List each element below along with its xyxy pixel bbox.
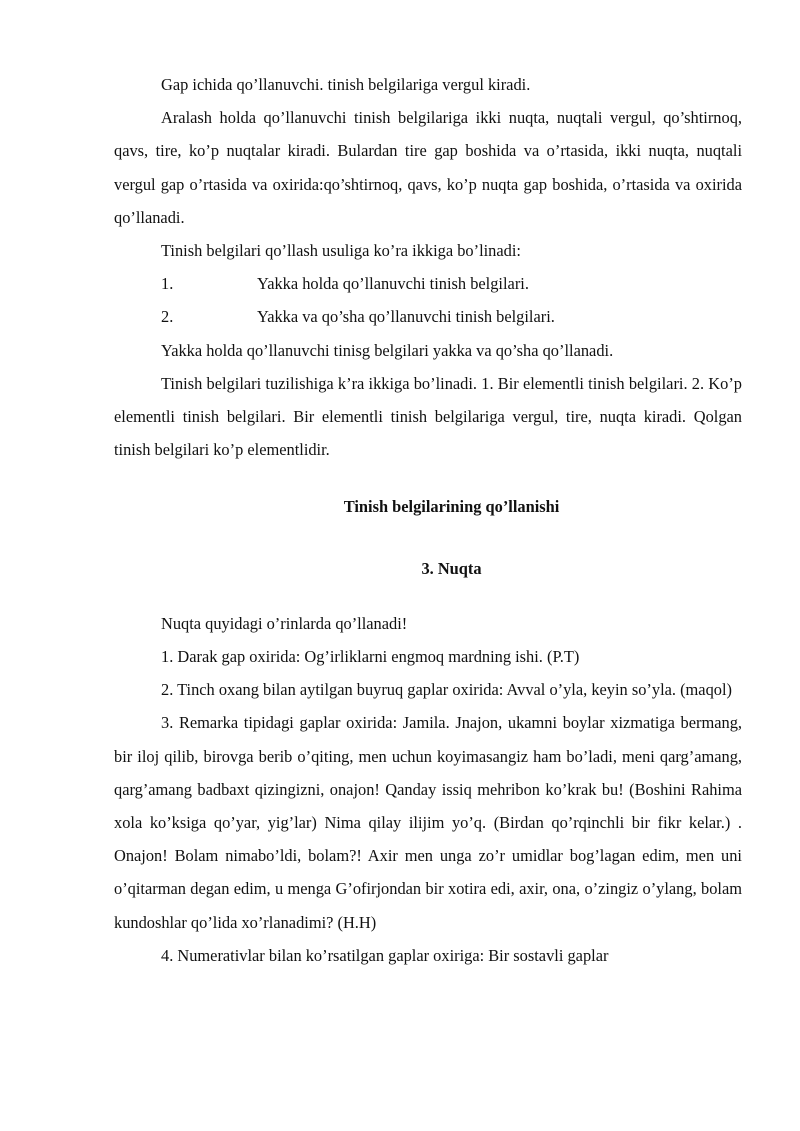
paragraph: 1. Darak gap oxirida: Og’irliklarni engmoq mardning ishi. (P.T) [161, 647, 580, 667]
paragraph: Aralash holda qo’llanuvchi tinish belgilariga ikki nuqta, nuqtali vergul, qo’shtirnoq, qavs, tire, ko’p nuqtalar kiradi. Bulardan tire gap boshida va o’rtasida, ikki nuqta, nuqtali vergul gap o’rtasida va oxirida:qo’shtirnoq, qavs, ko’p nuqta gap boshida, o’rtasida va oxirida qo’llanadi. [114, 108, 742, 227]
paragraph: 4. Numerativlar bilan ko’rsatilgan gaplar oxiriga: Bir sostavli gaplar [161, 945, 609, 965]
paragraph: Yakka holda qo’llanuvchi tinisg belgilari yakka va qo’sha qo’llanadi. [161, 340, 614, 360]
heading-main: Tinish belgilarining qo’llanishi [343, 497, 560, 517]
list-item [114, 267, 742, 300]
document-page [114, 68, 742, 972]
spacer [114, 524, 742, 552]
spacer [114, 585, 742, 607]
paragraph: Nuqta quyidagi o’rinlarda qo’llanadi! [161, 613, 408, 633]
spacer [114, 466, 742, 490]
list-number: 1. [161, 274, 174, 294]
paragraph: 3. Remarka tipidagi gaplar oxirida: Jamila. Jnajon, ukamni boylar xizmatiga bermang, bir iloj qilib, birovga berib o’qiting, men uchun koyimasangiz ham bo’ladi, meni qarg’amang, qarg’amang badbaxt qizingizni, onajon! Qanday issiq mehribon ko’krak bu! (Boshini Rahima xola ko’ksiga qo’yar, yig’lar) Nima qilay ilijim yo’q. (Birdan qo’rqinchli bir fikr kelar.) . Onajon! Bolam nimabo’ldi, bolam?! Axir men unga zo’r umidlar bog’lagan edim, men uni o’qitarman degan edim, u menga G’ofirjondan bir xotira edi, axir, ona, o’zingiz o’ylang, bolam kundoshlar qo’lida xo’rlanadimi? (H.H) [114, 713, 742, 932]
list-item [114, 300, 742, 333]
paragraph: Tinish belgilari qo’llash usuliga ko’ra ikkiga bo’linadi: [161, 241, 521, 261]
paragraph: 2. Tinch oxang bilan aytilgan buyruq gaplar oxirida: Avval o’yla, keyin so’yla. (maqol) [161, 680, 732, 700]
heading-section: 3. Nuqta [421, 558, 482, 578]
list-text: Yakka va qo’sha qo’llanuvchi tinish belgilari. [257, 307, 555, 327]
paragraph: Gap ichida qo’llanuvchi. tinish belgilariga vergul kiradi. [161, 75, 531, 94]
paragraph: Tinish belgilari tuzilishiga k’ra ikkiga bo’linadi. 1. Bir elementli tinish belgilari. 2. Ko’p elementli tinish belgilari. Bir elementli tinish belgilariga vergul, tire, nuqta kiradi. Qolgan tinish belgilari ko’p elementlidir. [114, 373, 742, 460]
list-number: 2. [161, 307, 174, 327]
list-text: Yakka holda qo’llanuvchi tinish belgilari. [257, 274, 529, 294]
